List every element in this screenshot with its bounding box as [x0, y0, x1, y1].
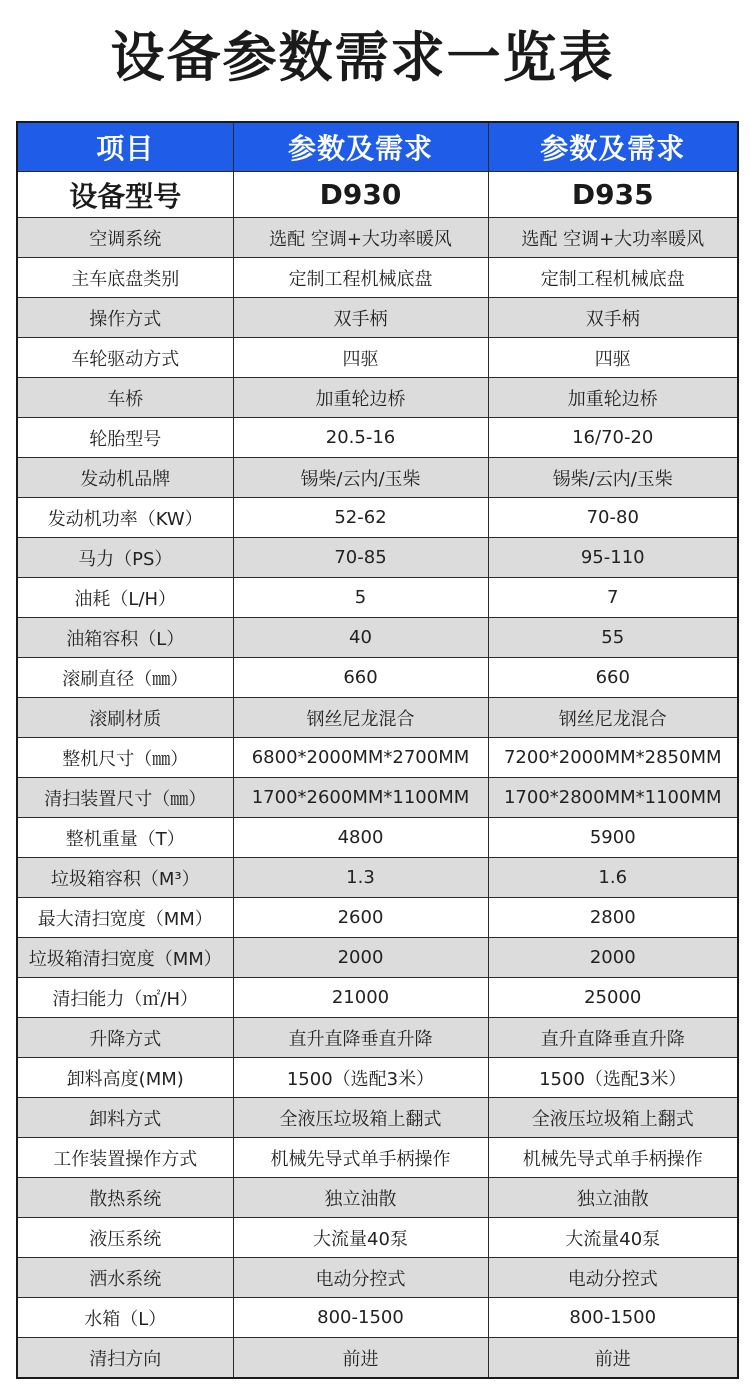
table-row	[17, 498, 738, 538]
row-label: 马力（PS）	[17, 538, 233, 578]
row-value-b: 全液压垃圾箱上翻式	[488, 1098, 738, 1138]
table-row	[17, 698, 738, 738]
row-label: 轮胎型号	[17, 418, 233, 458]
row-label: 散热系统	[17, 1178, 233, 1218]
page-title: 设备参数需求一览表	[110, 26, 615, 89]
row-value-b: 16/70-20	[488, 418, 738, 458]
header-spec-b: 参数及需求	[488, 122, 738, 172]
table-row	[17, 298, 738, 338]
row-value-b: 1700*2800MM*1100MM	[488, 778, 738, 818]
table-row	[17, 1258, 738, 1298]
model-b: D935	[488, 172, 738, 218]
model-a: D930	[233, 172, 488, 218]
table-row	[17, 818, 738, 858]
row-value-b: 55	[488, 618, 738, 658]
row-value-a: 70-85	[233, 538, 488, 578]
table-row	[17, 338, 738, 378]
row-value-b: 7	[488, 578, 738, 618]
row-label: 油箱容积（L）	[17, 618, 233, 658]
row-label: 整机尺寸（㎜）	[17, 738, 233, 778]
table-row	[17, 938, 738, 978]
row-value-b: 选配 空调+大功率暖风	[488, 218, 738, 258]
row-value-b: 660	[488, 658, 738, 698]
spec-table	[16, 121, 739, 1379]
row-value-a: 四驱	[233, 338, 488, 378]
table-row	[17, 1138, 738, 1178]
row-value-b: 四驱	[488, 338, 738, 378]
row-value-a: 双手柄	[233, 298, 488, 338]
table-row	[17, 458, 738, 498]
row-label: 清扫方向	[17, 1338, 233, 1379]
row-label: 主车底盘类别	[17, 258, 233, 298]
row-value-a: 1700*2600MM*1100MM	[233, 778, 488, 818]
table-row	[17, 978, 738, 1018]
header-item: 项目	[17, 122, 233, 172]
row-label: 操作方式	[17, 298, 233, 338]
table-row	[17, 1338, 738, 1379]
row-value-a: 选配 空调+大功率暖风	[233, 218, 488, 258]
row-value-b: 电动分控式	[488, 1258, 738, 1298]
table-row	[17, 898, 738, 938]
row-label: 发动机品牌	[17, 458, 233, 498]
row-value-b: 70-80	[488, 498, 738, 538]
row-value-a: 40	[233, 618, 488, 658]
row-label: 发动机功率（KW）	[17, 498, 233, 538]
table-row	[17, 218, 738, 258]
row-value-b: 加重轮边桥	[488, 378, 738, 418]
row-value-b: 2800	[488, 898, 738, 938]
table-header-row	[17, 122, 738, 172]
row-label: 清扫装置尺寸（㎜）	[17, 778, 233, 818]
table-row	[17, 1178, 738, 1218]
row-value-a: 全液压垃圾箱上翻式	[233, 1098, 488, 1138]
table-row	[17, 1098, 738, 1138]
row-label: 垃圾箱清扫宽度（MM）	[17, 938, 233, 978]
row-value-b: 2000	[488, 938, 738, 978]
row-label: 车轮驱动方式	[17, 338, 233, 378]
row-label: 空调系统	[17, 218, 233, 258]
row-value-b: 定制工程机械底盘	[488, 258, 738, 298]
row-value-b: 钢丝尼龙混合	[488, 698, 738, 738]
row-value-a: 电动分控式	[233, 1258, 488, 1298]
row-label: 清扫能力（㎡/H）	[17, 978, 233, 1018]
table-row	[17, 538, 738, 578]
row-value-a: 钢丝尼龙混合	[233, 698, 488, 738]
row-label: 滚刷直径（㎜）	[17, 658, 233, 698]
row-value-b: 800-1500	[488, 1298, 738, 1338]
row-label: 水箱（L）	[17, 1298, 233, 1338]
table-row	[17, 658, 738, 698]
table-row	[17, 1018, 738, 1058]
table-row	[17, 738, 738, 778]
row-value-a: 20.5-16	[233, 418, 488, 458]
row-value-a: 直升直降垂直升降	[233, 1018, 488, 1058]
row-value-a: 锡柴/云内/玉柴	[233, 458, 488, 498]
row-value-b: 5900	[488, 818, 738, 858]
row-value-b: 大流量40泵	[488, 1218, 738, 1258]
row-value-b: 独立油散	[488, 1178, 738, 1218]
row-value-b: 1500（选配3米）	[488, 1058, 738, 1098]
row-label: 油耗（L/H）	[17, 578, 233, 618]
table-row	[17, 618, 738, 658]
row-value-a: 机械先导式单手柄操作	[233, 1138, 488, 1178]
row-label: 车桥	[17, 378, 233, 418]
table-row	[17, 1058, 738, 1098]
row-value-a: 独立油散	[233, 1178, 488, 1218]
table-row	[17, 418, 738, 458]
table-row	[17, 378, 738, 418]
row-value-b: 双手柄	[488, 298, 738, 338]
row-value-a: 2600	[233, 898, 488, 938]
row-value-b: 25000	[488, 978, 738, 1018]
row-label: 卸料方式	[17, 1098, 233, 1138]
row-label: 滚刷材质	[17, 698, 233, 738]
row-value-b: 1.6	[488, 858, 738, 898]
row-value-b: 直升直降垂直升降	[488, 1018, 738, 1058]
row-value-b: 7200*2000MM*2850MM	[488, 738, 738, 778]
row-label: 工作装置操作方式	[17, 1138, 233, 1178]
model-label: 设备型号	[17, 172, 233, 218]
row-label: 垃圾箱容积（M³）	[17, 858, 233, 898]
row-label: 洒水系统	[17, 1258, 233, 1298]
row-value-b: 前进	[488, 1338, 738, 1379]
row-value-a: 2000	[233, 938, 488, 978]
row-value-b: 锡柴/云内/玉柴	[488, 458, 738, 498]
row-label: 升降方式	[17, 1018, 233, 1058]
model-row	[17, 172, 738, 218]
row-value-a: 660	[233, 658, 488, 698]
row-value-a: 21000	[233, 978, 488, 1018]
row-value-a: 加重轮边桥	[233, 378, 488, 418]
row-value-b: 95-110	[488, 538, 738, 578]
table-row	[17, 578, 738, 618]
row-label: 液压系统	[17, 1218, 233, 1258]
row-label: 整机重量（T）	[17, 818, 233, 858]
table-row	[17, 1298, 738, 1338]
row-value-a: 大流量40泵	[233, 1218, 488, 1258]
row-value-a: 52-62	[233, 498, 488, 538]
row-value-a: 800-1500	[233, 1298, 488, 1338]
row-value-a: 5	[233, 578, 488, 618]
row-label: 最大清扫宽度（MM）	[17, 898, 233, 938]
table-row	[17, 858, 738, 898]
header-spec-a: 参数及需求	[233, 122, 488, 172]
row-value-a: 6800*2000MM*2700MM	[233, 738, 488, 778]
row-value-a: 1.3	[233, 858, 488, 898]
row-value-a: 1500（选配3米）	[233, 1058, 488, 1098]
table-row	[17, 258, 738, 298]
row-value-a: 前进	[233, 1338, 488, 1379]
table-row	[17, 1218, 738, 1258]
table-row	[17, 778, 738, 818]
row-label: 卸料高度(MM)	[17, 1058, 233, 1098]
row-value-a: 定制工程机械底盘	[233, 258, 488, 298]
row-value-b: 机械先导式单手柄操作	[488, 1138, 738, 1178]
row-value-a: 4800	[233, 818, 488, 858]
